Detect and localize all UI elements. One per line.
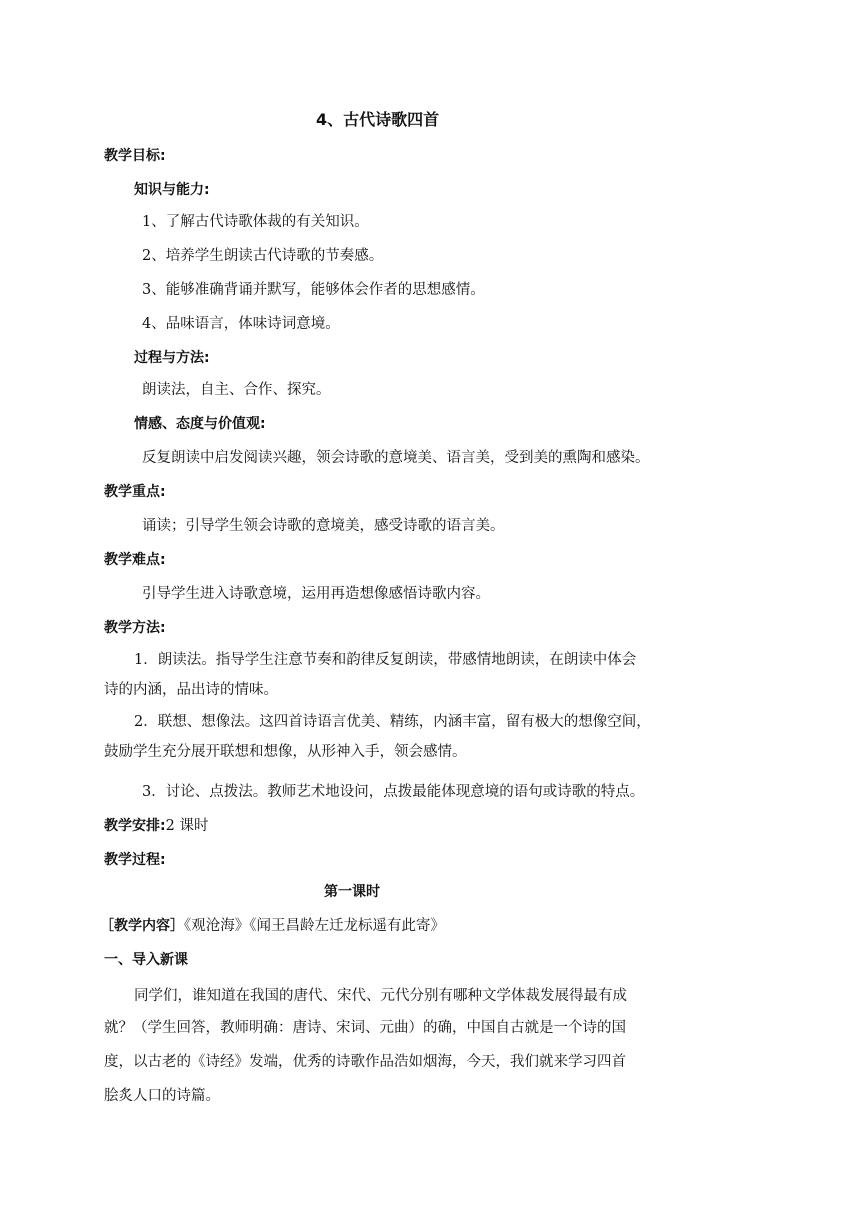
schedule-row [104, 816, 208, 836]
goals-heading: 教学目标: [104, 148, 166, 164]
intro-heading: 一、导入新课 [104, 952, 188, 968]
key-heading: 教学重点: [104, 484, 166, 500]
method-2-line: 2．联想、想像法。这四首诗语言优美、精练，内涵丰富，留有极大的想像空间， [134, 714, 651, 730]
key-text: 诵读；引导学生领会诗歌的意境美，感受诗歌的语言美。 [142, 518, 505, 534]
knowledge-item: 2、培养学生朗读古代诗歌的节奏感。 [142, 248, 384, 264]
content-value: 《观沧海》《闻王昌龄左迁龙标遥有此寄》 [184, 918, 445, 934]
method-1-line: 诗的内涵，品出诗的情味。 [104, 682, 278, 698]
process-heading: 过程与方法: [134, 350, 210, 366]
knowledge-item: 1、了解古代诗歌体裁的有关知识。 [142, 214, 369, 230]
lesson-1-heading: 第一课时 [324, 884, 380, 900]
knowledge-item: 4、品味语言，体味诗词意境。 [142, 316, 340, 332]
method-2-line: 鼓励学生充分展开联想和想像，从形神入手，领会感情。 [104, 744, 467, 760]
method-1-line: 1．朗读法。指导学生注意节奏和韵律反复朗读，带感情地朗读，在朗读中体会 [134, 652, 637, 668]
emotion-text: 反复朗读中启发阅读兴趣，领会诗歌的意境美、语言美，受到美的熏陶和感染。 [142, 450, 650, 466]
difficulty-text: 引导学生进入诗歌意境，运用再造想像感悟诗歌内容。 [142, 586, 490, 602]
schedule-heading: 教学安排: [104, 818, 166, 834]
process-text: 朗读法，自主、合作、探究。 [142, 382, 331, 398]
methods-heading: 教学方法: [104, 620, 166, 636]
procedure-heading: 教学过程: [104, 852, 166, 868]
knowledge-heading: 知识与能力: [134, 182, 210, 198]
knowledge-item: 3、能够准确背诵并默写，能够体会作者的思想感情。 [142, 282, 485, 298]
intro-paragraph-line: 脍炙人口的诗篇。 [104, 1088, 220, 1104]
content-heading: ［教学内容］ [100, 918, 184, 934]
difficulty-heading: 教学难点: [104, 552, 166, 568]
emotion-heading: 情感、态度与价值观: [134, 416, 266, 432]
intro-paragraph-line: 同学们，谁知道在我国的唐代、宋代、元代分别有哪种文学体裁发展得最有成 [134, 988, 627, 1004]
content-row [100, 916, 445, 936]
intro-paragraph-line: 度，以古老的《诗经》发端，优秀的诗歌作品浩如烟海，今天，我们就来学习四首 [104, 1054, 626, 1070]
page-title: 4、古代诗歌四首 [316, 110, 440, 129]
intro-paragraph-line: 就？（学生回答，教师明确：唐诗、宋词、元曲）的确，中国自古就是一个诗的国 [104, 1020, 626, 1036]
method-3-line: 3．讨论、点拨法。教师艺术地设问，点拨最能体现意境的语句或诗歌的特点。 [142, 784, 645, 800]
schedule-value: 2 课时 [165, 818, 209, 834]
